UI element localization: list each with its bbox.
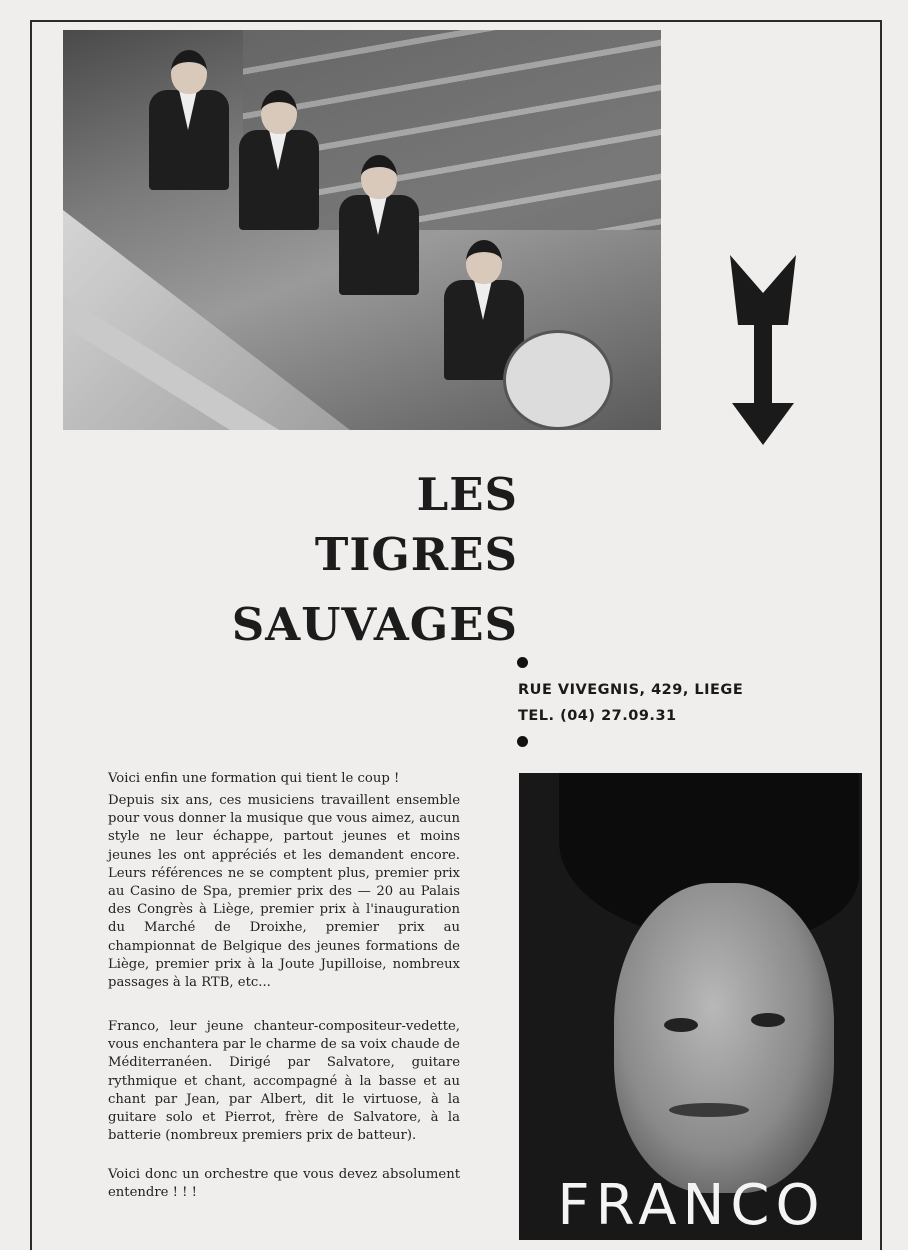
bullet-dot-icon [517, 736, 528, 747]
arrow-down-icon [728, 255, 798, 445]
intro-paragraph: Voici enfin une formation qui tient le coup ! [108, 771, 400, 786]
musician-figure [233, 90, 323, 230]
title-line-1: LES [416, 468, 518, 521]
contact-phone: TEL. (04) 27.09.31 [518, 708, 677, 724]
band-photo [63, 30, 661, 430]
members-paragraph: Franco, leur jeune chanteur-compositeur-vedette, vous enchantera par le charme de sa voix chaude de Méditerranéen. Dirigé par Salvatore, guitare rythmique et chant, accompagné à la basse et au chant par Jean, par Albert, dit le virtuose, à la guitare solo et Pierrot, frère de Salvatore, à la batterie (nombreux premiers prix de batteur). [108, 1019, 460, 1144]
title-line-3: SAUVAGES [231, 598, 518, 651]
closing-paragraph: Voici donc un orchestre que vous devez absolument entendre ! ! ! [108, 1167, 460, 1201]
musician-figure [333, 155, 423, 295]
contact-address: RUE VIVEGNIS, 429, LIEGE [518, 682, 744, 698]
page-frame-left [30, 20, 32, 1250]
musician-figure [143, 50, 233, 190]
franco-portrait [519, 773, 862, 1240]
page-frame-right [880, 20, 882, 1250]
title-line-2: TIGRES [314, 528, 518, 581]
franco-caption: FRANCO [557, 1173, 826, 1238]
history-paragraph: Depuis six ans, ces musiciens travaillent ensemble pour vous donner la musique que vous aimez, aucun style ne leur échappe, partout jeunes et moins jeunes les ont appréciés et les demandent encore. Leurs références ne se comptent plus, premier prix au Casino de Spa, premier prix des — 20 au Palais des Congrès à Liège, premier prix à l'inauguration du Marché de Droixhe, premier prix au championnat de Belgique des jeunes formations de Liège, premier prix à la Joute Jupilloise, nombreux passages à la RTB, etc... [108, 793, 460, 991]
page-frame-top [30, 20, 882, 22]
bullet-dot-icon [517, 657, 528, 668]
tambourine [503, 330, 613, 430]
